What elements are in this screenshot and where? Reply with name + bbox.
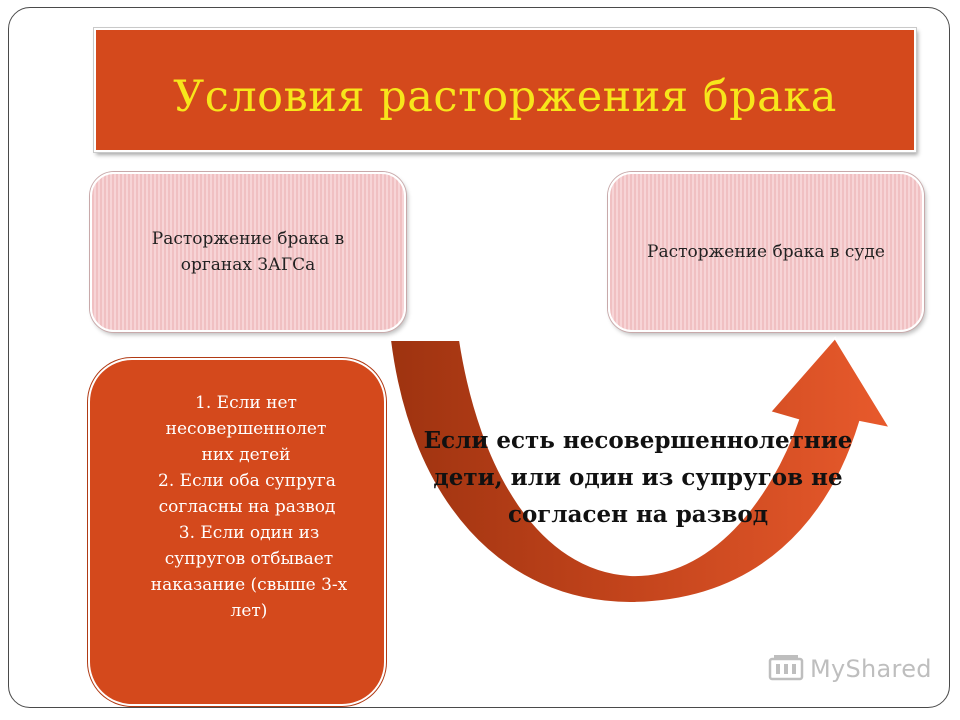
conditions-list bbox=[90, 390, 384, 624]
zags-divorce-label: Расторжение брака в органах ЗАГСа bbox=[151, 229, 345, 275]
slide-title: Условия расторжения брака bbox=[173, 72, 837, 122]
condition-item-1: 1. Если нет несовершеннолет них детей bbox=[165, 393, 327, 465]
title-bar bbox=[94, 28, 916, 152]
condition-item-2: 2. Если оба супруга согласны на развод bbox=[158, 471, 336, 517]
condition-item-3: 3. Если один из супругов отбывает наказание (свыше 3-х лет) bbox=[150, 523, 348, 621]
myshared-watermark bbox=[768, 653, 932, 685]
court-divorce-label: Расторжение брака в суде bbox=[647, 242, 885, 262]
myshared-logo-icon bbox=[768, 653, 804, 685]
conditions-box bbox=[88, 358, 386, 706]
arrow-caption: Если есть несовершеннолетние дети, или один из супругов не согласен на развод bbox=[423, 427, 853, 528]
watermark-text: MyShared bbox=[810, 655, 932, 683]
court-divorce-box bbox=[608, 172, 924, 332]
zags-divorce-box bbox=[90, 172, 406, 332]
